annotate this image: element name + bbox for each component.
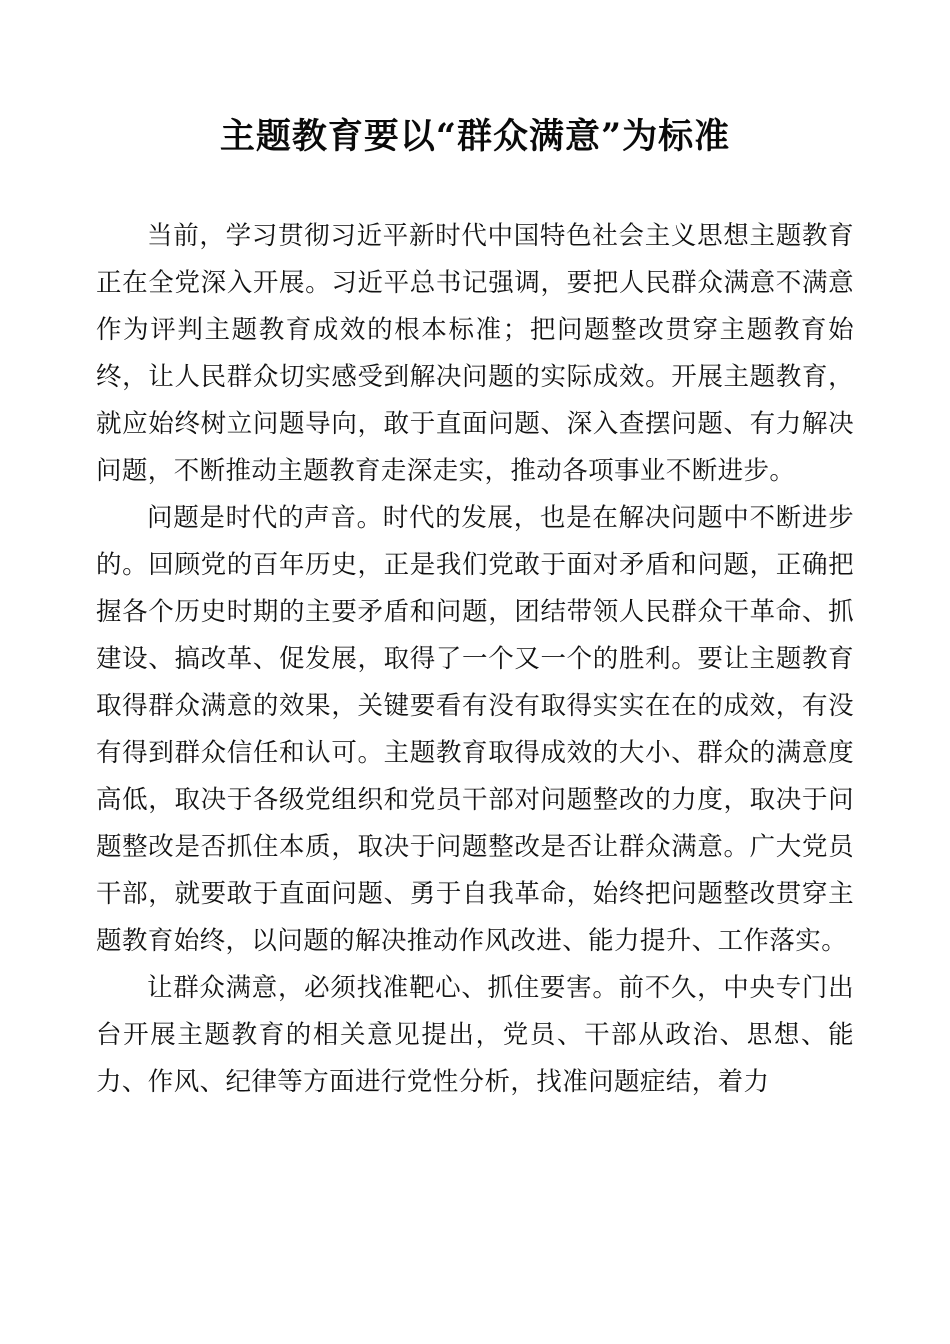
page-title: 主题教育要以“群众满意”为标准 (219, 116, 731, 157)
paragraph-2: 问题是时代的声音。时代的发展，也是在解决问题中不断进步的。回顾党的百年历史，正是我们党敢于面对矛盾和问题，正确把握各个历史时期的主要矛盾和问题，团结带领人民群众干革命、抓建设、搞改革、促发展，取得了一个又一个的胜利。要让主题教育取得群众满意的效果，关键要看有没有取得实实在在的成效，有没有得到群众信任和认可。主题教育取得成效的大小、群众的满意度高低，取决于各级党组织和党员干部对问题整改的力度，取决于问题整改是否抓住本质，取决于问题整改是否让群众满意。广大党员干部，就要敢于直面问题、勇于自我革命，始终把问题整改贯穿主题教育始终，以问题的解决推动作风改进、能力提升、工作落实。 (96, 503, 854, 956)
document-body (96, 213, 854, 1106)
paragraph-3: 让群众满意，必须找准靶心、抓住要害。前不久，中央专门出台开展主题教育的相关意见提出，党员、干部从政治、思想、能力、作风、纪律等方面进行党性分析，找准问题症结，着力 (96, 973, 854, 1097)
paragraph-1: 当前，学习贯彻习近平新时代中国特色社会主义思想主题教育正在全党深入开展。习近平总书记强调，要把人民群众满意不满意作为评判主题教育成效的根本标准；把问题整改贯穿主题教育始终，让人民群众切实感受到解决问题的实际成效。开展主题教育，就应始终树立问题导向，敢于直面问题、深入查摆问题、有力解决问题，不断推动主题教育走深走实，推动各项事业不断进步。 (96, 221, 854, 486)
